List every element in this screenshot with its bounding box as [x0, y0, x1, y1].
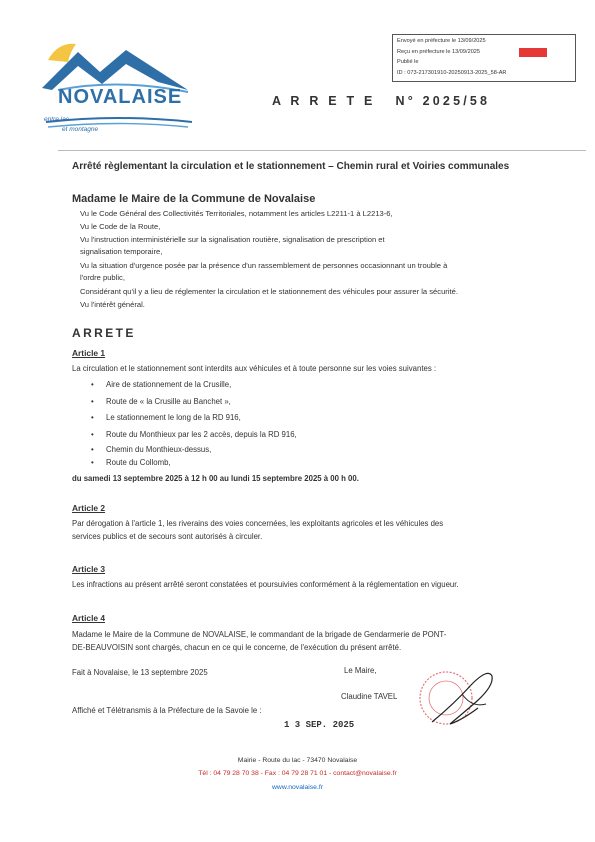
article-1-intro: La circulation et le stationnement sont interdits aux véhicules et à toute personne sur les voies suivantes :: [72, 364, 437, 373]
arrete-heading: ARRETE: [72, 326, 136, 340]
place-date: Fait à Novalaise, le 13 septembre 2025: [72, 668, 208, 677]
article-1-title: Article 1: [72, 348, 106, 358]
signature: [402, 664, 502, 734]
vu-line: Vu le Code Général des Collectivités Territoriales, notamment les articles L2211-1 à L2213-6,: [80, 209, 393, 218]
stamp-line-2: Reçu en préfecture le 13/09/2025: [397, 48, 481, 55]
vu-line: Vu l'instruction interministérielle sur la signalisation routière, signalisation de prescription et: [80, 235, 385, 244]
vu-line: l'ordre public,: [80, 273, 125, 282]
list-item: [92, 380, 231, 389]
footer-address: Mairie - Route du lac - 73470 Novalaise: [237, 757, 358, 764]
mayor-heading: Madame le Maire de la Commune de Novalaise: [72, 193, 316, 205]
article-2-text: Par dérogation à l'article 1, les riverains des voies concernées, les exploitants agricoles et les véhicules des: [72, 519, 444, 528]
subject-line: Arrêté règlementant la circulation et le stationnement – Chemin rural et Voiries communales: [72, 161, 510, 172]
page-title: A R R E T E N° 2025/58: [272, 94, 491, 108]
stamp-line-3: Publié le: [397, 59, 419, 65]
posted-line: Affiché et Télétransmis à la Préfecture de la Savoie le :: [72, 706, 262, 715]
logo-mountains-icon: [38, 30, 198, 140]
list-item-text: Le stationnement le long de la RD 916,: [106, 413, 241, 422]
article-4-title: Article 4: [72, 613, 106, 623]
signer-role: Le Maire,: [344, 666, 377, 675]
footer-contact: Tél : 04 79 28 70 38 - Fax : 04 79 28 71 01 - contact@novalaise.fr: [198, 770, 397, 777]
article-2-title: Article 2: [72, 503, 106, 513]
list-item-text: Chemin du Monthieux-dessus,: [106, 445, 212, 454]
list-item-text: Route du Monthieux par les 2 accès, depuis la RD 916,: [106, 430, 297, 439]
vu-line: Vu le Code de la Route,: [80, 222, 161, 231]
article-3-title: Article 3: [72, 564, 106, 574]
commune-logo: [38, 30, 198, 140]
article-4-text: Madame le Maire de la Commune de NOVALAISE, le commandant de la brigade de Gendarmerie de PONT-: [72, 630, 447, 639]
article-2-text: services publics et de secours sont autorisés à circuler.: [72, 532, 263, 541]
list-item-text: Route du Collomb,: [106, 458, 171, 467]
stamp-line-4: ID : 073-217301910-20250913-2025_58-AR: [397, 69, 507, 76]
list-item: [92, 445, 211, 454]
seal-and-signature-icon: [402, 664, 502, 734]
article-1-dates: du samedi 13 septembre 2025 à 12 h 00 au lundi 15 septembre 2025 à 00 h 00.: [72, 474, 359, 483]
stamp-line-1: Envoyé en préfecture le 13/09/2025: [397, 38, 486, 44]
list-item-text: Route de « la Crusille au Banchet »,: [106, 397, 231, 406]
vu-line: Vu la situation d'urgence posée par la présence d'un rassemblement de personnes occasionnant un trouble à: [80, 261, 448, 270]
logo-tagline-1: entre lac: [44, 116, 69, 123]
list-item-text: Aire de stationnement de la Crusille,: [106, 380, 232, 389]
logo-tagline-2: et montagne: [62, 126, 99, 133]
prefecture-badge-icon: [519, 48, 547, 57]
article-3-text: Les infractions au présent arrêté seront constatées et poursuivies conformément à la réglementation en vigueur.: [72, 580, 459, 589]
vu-line: signalisation temporaire,: [80, 247, 163, 256]
footer-website-link[interactable]: www.novalaise.fr: [272, 784, 323, 791]
article-4-text: DE-BEAUVOISIN sont chargés, chacun en ce qui le concerne, de l'exécution du présent arrêté.: [72, 643, 402, 652]
vu-line: Vu l'intérêt général.: [80, 300, 145, 309]
prefecture-stamp: [392, 34, 576, 82]
list-item: [92, 413, 241, 422]
date-stamp: 1 3 SEP. 2025: [284, 720, 355, 730]
logo-name: NOVALAISE: [58, 86, 183, 108]
vu-line: Considérant qu'il y a lieu de réglementer la circulation et le stationnement des véhicules pour assurer la sécurité.: [80, 287, 458, 296]
list-item: [92, 458, 171, 467]
list-item: [92, 430, 297, 439]
list-item: [92, 397, 231, 406]
divider: [58, 150, 586, 151]
signer-name: Claudine TAVEL: [341, 692, 398, 701]
